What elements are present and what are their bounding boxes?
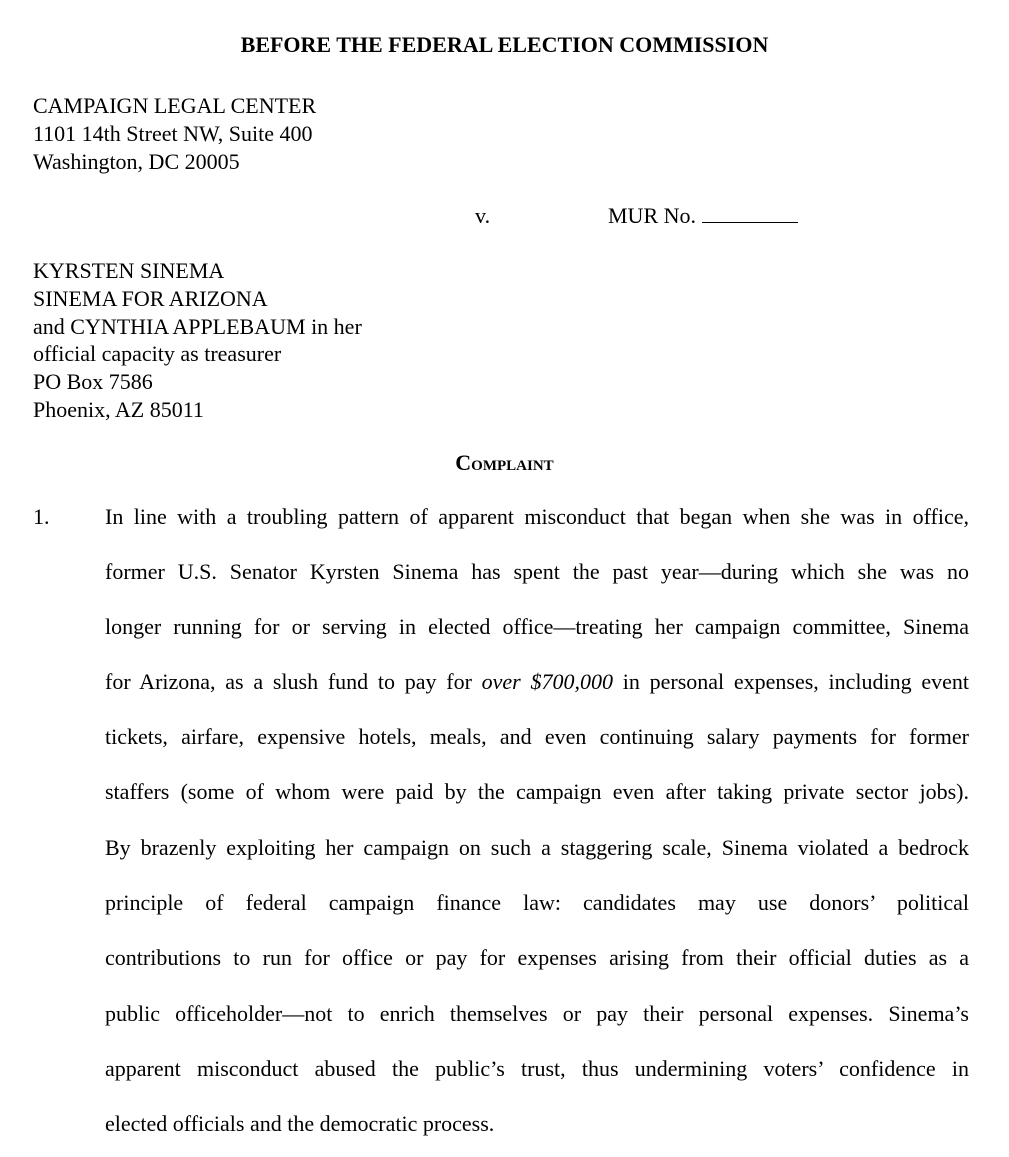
respondent-city: Phoenix, AZ 85011 (33, 397, 204, 422)
paragraph-line: former U.S. Senator Kyrsten Sinema has spent the past year—during which she was no (105, 559, 969, 584)
document-title: BEFORE THE FEDERAL ELECTION COMMISSION (240, 32, 769, 57)
respondent-committee: SINEMA FOR ARIZONA (33, 286, 268, 311)
respondent-treasurer: and CYNTHIA APPLEBAUM in her (33, 314, 362, 339)
emphasized-amount: over $700,000 (481, 669, 613, 694)
respondent-name: KYRSTEN SINEMA (33, 258, 225, 283)
respondent-po-box: PO Box 7586 (33, 369, 153, 394)
paragraph-line: public officeholder—not to enrich themselves or pay their personal expenses. Sinema’s (105, 1001, 969, 1026)
paragraph-line: longer running for or serving in elected office—treating her campaign committee, Sinema (105, 614, 969, 639)
complainant-city: Washington, DC 20005 (33, 149, 240, 174)
paragraph-line: tickets, airfare, expensive hotels, meals, and even continuing salary payments for former (105, 724, 969, 749)
paragraph-text: for Arizona, as a slush fund to pay for (105, 669, 472, 694)
paragraph-line: staffers (some of whom were paid by the campaign even after taking private sector jobs). (105, 779, 969, 804)
mur-label: MUR No. (608, 203, 697, 228)
paragraph-line: By brazenly exploiting her campaign on such a staggering scale, Sinema violated a bedrock (105, 835, 969, 860)
section-heading: Complaint (455, 450, 554, 475)
mur-number-blank (702, 202, 798, 223)
respondent-capacity: official capacity as treasurer (33, 341, 282, 366)
paragraph-line: principle of federal campaign finance law: candidates may use donors’ political (105, 890, 969, 915)
paragraph-line: contributions to run for office or pay for expenses arising from their official duties as a (105, 945, 969, 970)
versus-label: v. (475, 203, 491, 228)
paragraph-number: 1. (33, 504, 50, 529)
paragraph-line: In line with a troubling pattern of apparent misconduct that began when she was in office, (105, 504, 969, 529)
mur-number-field (608, 202, 798, 230)
paragraph-text: in personal expenses, including event (622, 669, 970, 694)
complainant-street: 1101 14th Street NW, Suite 400 (33, 121, 313, 146)
paragraph-line: apparent misconduct abused the public’s trust, thus undermining voters’ confidence in (105, 1056, 969, 1081)
complainant-name: CAMPAIGN LEGAL CENTER (33, 93, 317, 118)
paragraph-line (105, 668, 969, 696)
paragraph-line: elected officials and the democratic process. (105, 1111, 495, 1136)
